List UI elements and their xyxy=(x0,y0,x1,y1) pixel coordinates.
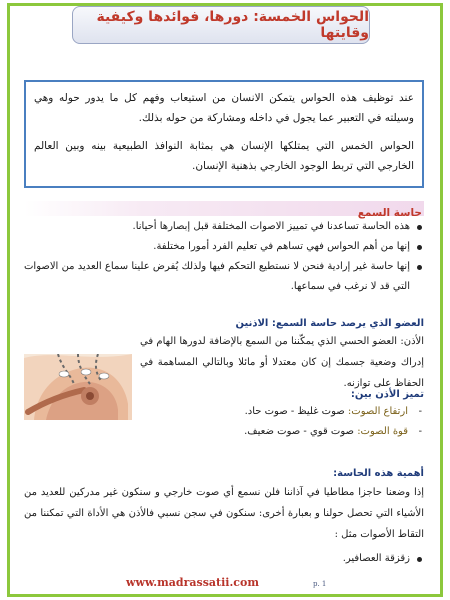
importance-heading: أهمية هذه الحاسة: xyxy=(333,468,424,479)
list-item: إنها من أهم الحواس فهي تساهم في تعليم الفرد أمورا مختلفة. xyxy=(24,237,424,257)
pitch-description: صوت غليظ - صوت حاد. xyxy=(244,406,348,417)
importance-text: إذا وضعنا حاجزا مطاطيا في آذاننا فلن نسمع أي صوت خارجي و سنكون غير مدركين للعديد من الأشياء التي تحصل حولنا و بعبارة أخرى: سنكون في سجن نسبي فالأذن هي الأداة التي تمكننا من التقاط الأصوات مثل : xyxy=(24,487,424,540)
distinguish-list xyxy=(140,402,424,442)
list-item: زقزقة العصافير. xyxy=(24,549,424,569)
hearing-heading: حاسة السمع xyxy=(357,207,422,219)
intro-paragraph-1: عند توظيف هذه الحواس يتمكن الانسان من استيعاب وفهم كل ما يدور حوله وهي وسيلته في التعبير عما يجول في داخله ومشاركة من حوله بذلك. xyxy=(34,92,414,124)
list-item xyxy=(140,402,424,422)
list-item: هذه الحاسة تساعدنا في تمييز الاصوات المختلفة قبل إبصارها أحيانا. xyxy=(24,217,424,237)
intensity-term: قوة الصوت: xyxy=(357,426,408,437)
distinguish-heading: تميز الأذن بين: xyxy=(350,389,424,400)
pitch-term: ارتفاع الصوت: xyxy=(347,406,408,417)
hearing-heading-bar xyxy=(24,201,424,219)
page-title: الحواس الخمسة: دورها، فوائدها وكيفية وقايتها xyxy=(96,9,369,41)
page-number: p. 1 xyxy=(313,580,327,588)
list-item xyxy=(140,422,424,442)
title-banner xyxy=(72,6,370,44)
importance-bullet-list xyxy=(24,549,424,569)
list-item: إنها حاسة غير إرادية فنحن لا نستطيع التحكم فيها ولذلك يُفرض علينا سماع العديد من الاصوات التي قد لا نرغب في سماعها. xyxy=(24,257,424,297)
intensity-description: صوت قوي - صوت ضعيف. xyxy=(244,426,358,437)
intro-box xyxy=(24,80,424,188)
intro-paragraph-2: الحواس الخمس التي يمتلكها الإنسان هي بمثابة النوافذ الطبيعية بينه وبين العالم الخارجي التي تربط الوجود الخارجي بذهنية الإنسان. xyxy=(34,140,414,172)
organ-text: الأذن: العضو الحسي الذي يمكّننا من السمع بالإضافة لدورها الهام في إدراك وضعية جسمك إن كان معتدلا أو مائلا وبالتالي المساهمة في الحفاظ على توازنه. xyxy=(140,336,424,389)
hearing-bullet-list xyxy=(24,217,424,297)
organ-heading: العضو الذي يرصد حاسة السمع: الاذنين xyxy=(235,318,424,329)
footer-website-link[interactable]: www.madrassatii.com xyxy=(126,576,259,589)
